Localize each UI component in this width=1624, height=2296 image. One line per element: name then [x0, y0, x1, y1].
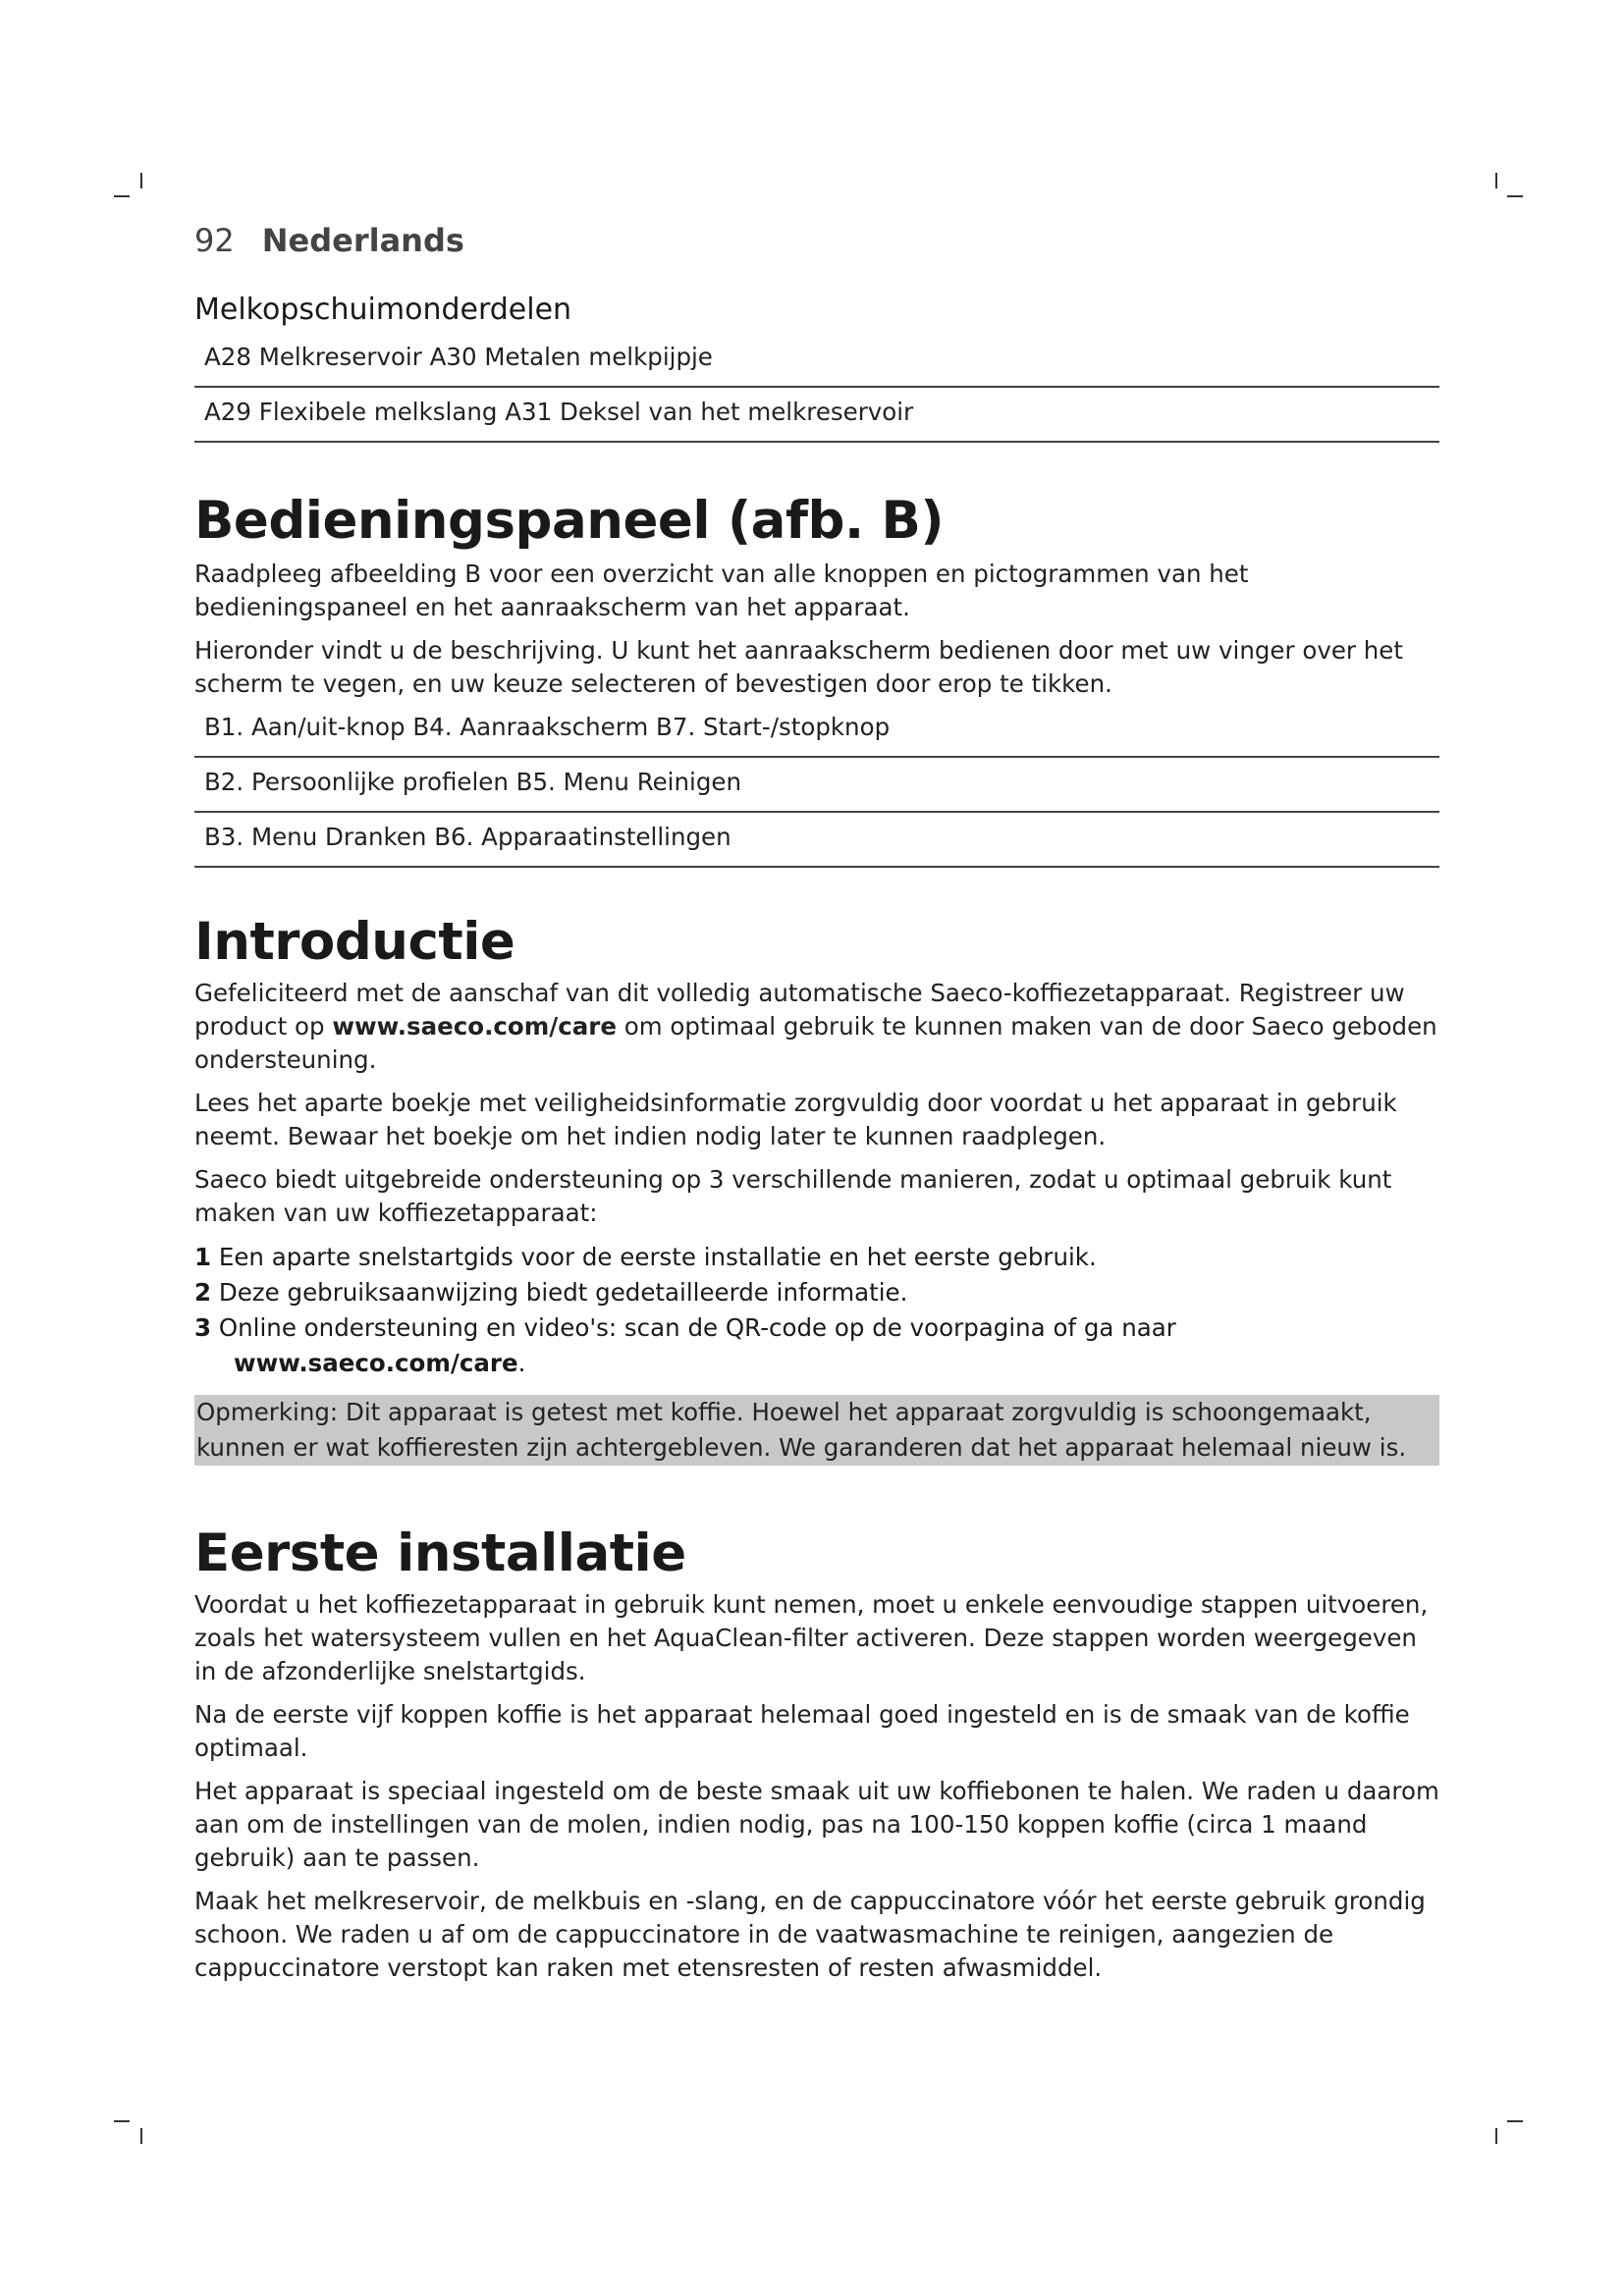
list-item — [194, 1240, 1439, 1275]
list-number: 2 — [194, 1277, 212, 1307]
paragraph: Het apparaat is speciaal ingesteld om de beste smaak uit uw koffiebonen te halen. We raden u daarom aan om de instellingen van de molen, indien nodig, pas na 100-150 koppen koffie (circa 1 maand gebruik) aan te passen. — [194, 1776, 1439, 1872]
page-header — [194, 222, 1439, 259]
install-title: Eerste installatie — [194, 1522, 686, 1583]
milk-parts-title: Melkopschuimonderdelen — [194, 293, 572, 327]
paragraph: Lees het aparte boekje met veiligheidsinformatie zorgvuldig door voordat u het apparaat in gebruik neemt. Bewaar het boekje om het indien nodig later te kunnen raadplegen. — [194, 1088, 1397, 1150]
control-panel-title: Bedieningspaneel (afb. B) — [194, 491, 945, 551]
paragraph: Saeco biedt uitgebreide ondersteuning op 3 verschillende manieren, zodat u optimaal gebruik kunt maken van uw koffiezetapparaat: — [194, 1164, 1392, 1227]
crop-mark-bottom-right-v — [1495, 2128, 1497, 2144]
table-row: A29 Flexibele melkslang A31 Deksel van het melkreservoir — [194, 388, 1439, 443]
paragraph: Na de eerste vijf koppen koffie is het apparaat helemaal goed ingesteld en is de smaak van de koffie optimaal. — [194, 1699, 1410, 1762]
crop-mark-top-right-h — [1507, 195, 1523, 197]
crop-mark-bottom-right-h — [1507, 2120, 1523, 2122]
list-number: 1 — [194, 1242, 212, 1271]
intro-title: Introductie — [194, 911, 515, 972]
control-panel-table — [194, 703, 1439, 868]
crop-mark-top-left-h — [114, 195, 130, 197]
language-label: Nederlands — [261, 222, 464, 259]
table-row: B1. Aan/uit-knop B4. Aanraakscherm B7. Start-/stopknop — [194, 703, 1439, 758]
page-content — [194, 222, 1439, 1995]
crop-mark-top-right-v — [1495, 173, 1497, 188]
paragraph: Voordat u het koffiezetapparaat in gebruik kunt nemen, moet u enkele eenvoudige stappen uitvoeren, zoals het watersysteem vullen en het AquaClean-filter activeren. Deze stappen worden weergegeven in de afzonderlijke snelstartgids. — [194, 1589, 1429, 1685]
crop-mark-bottom-left-v — [140, 2128, 142, 2144]
intro-text-1: Gefeliciteerd met de aanschaf van dit volledig automatische Saeco-koffiezetapparaat. Registreer uw product op — [194, 978, 1405, 1041]
crop-mark-top-left-v — [140, 173, 142, 188]
saeco-care-link[interactable]: www.saeco.com/care — [332, 1011, 617, 1041]
table-row: A28 Melkreservoir A30 Metalen melkpijpje — [194, 333, 1439, 388]
crop-mark-bottom-left-h — [114, 2120, 130, 2122]
list-link-after: . — [517, 1348, 526, 1377]
list-item — [194, 1310, 1439, 1381]
paragraph: Hieronder vindt u de beschrijving. U kunt het aanraakscherm bedienen door met uw vinger over het scherm te vegen, en uw keuze selecteren of bevestigen door erop te tikken. — [194, 635, 1403, 698]
paragraph — [194, 977, 1439, 1077]
table-row: B2. Persoonlijke profielen B5. Menu Reinigen — [194, 758, 1439, 813]
page-number: 92 — [194, 222, 235, 259]
intro-text-2: om optimaal gebruik te kunnen maken van de door Saeco geboden ondersteuning. — [194, 1011, 1437, 1074]
list-text: Online ondersteuning en video's: scan de QR-code op de voorpagina of ga naar — [218, 1312, 1176, 1342]
list-link-line — [194, 1346, 1439, 1381]
paragraph: Raadpleeg afbeelding B voor een overzicht van alle knoppen en pictogrammen van het bedieningspaneel en het aanraakscherm van het apparaat. — [194, 559, 1249, 621]
table-row: B3. Menu Dranken B6. Apparaatinstellingen — [194, 813, 1439, 868]
saeco-care-link[interactable]: www.saeco.com/care — [234, 1348, 518, 1377]
list-text: Een aparte snelstartgids voor de eerste installatie en het eerste gebruik. — [218, 1242, 1097, 1271]
list-item — [194, 1275, 1439, 1310]
paragraph: Maak het melkreservoir, de melkbuis en -slang, en de cappuccinatore vóór het eerste gebruik grondig schoon. We raden u af om de cappuccinatore in de vaatwasmachine te reinigen, aangezien de cappuccinatore verstopt kan raken met etensresten of resten afwasmiddel. — [194, 1886, 1426, 1982]
note-box: Opmerking: Dit apparaat is getest met koffie. Hoewel het apparaat zorgvuldig is schoongemaakt, kunnen er wat koffieresten zijn achtergebleven. We garanderen dat het apparaat helemaal nieuw is. — [194, 1395, 1439, 1466]
list-number: 3 — [194, 1312, 212, 1342]
list-text: Deze gebruiksaanwijzing biedt gedetailleerde informatie. — [218, 1277, 908, 1307]
milk-parts-table — [194, 333, 1439, 443]
